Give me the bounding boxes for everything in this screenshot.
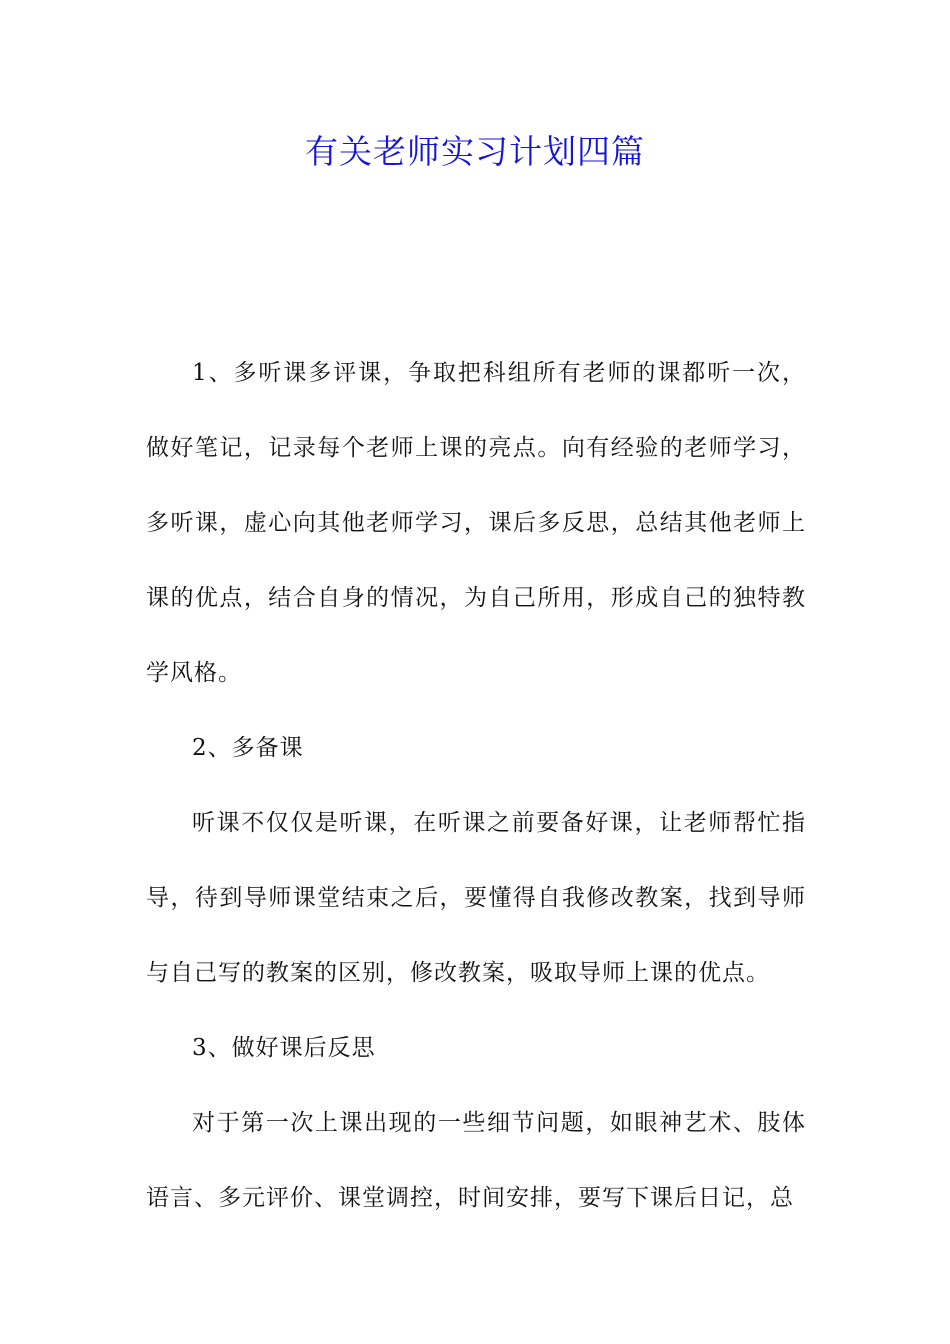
paragraph-reflection: 对于第一次上课出现的一些细节问题，如眼神艺术、肢体语言、多元评价、课堂调控，时间安排，要写下课后日记，总 <box>146 1110 806 1211</box>
paragraph-listen-and-evaluate: 1、多听课多评课，争取把科组所有老师的课都听一次，做好笔记，记录每个老师上课的亮点。向有经验的老师学习，多听课，虚心向其他老师学习，课后多反思，总结其他老师上课的优点，结合自身的情况，为自己所用，形成自己的独特教学风格。 <box>146 360 806 686</box>
heading-prepare-lessons: 2、多备课 <box>192 735 304 761</box>
document-body <box>146 336 806 1236</box>
heading-reflection: 3、做好课后反思 <box>192 1035 376 1061</box>
paragraph-prepare-lessons: 听课不仅仅是听课，在听课之前要备好课，让老师帮忙指导，待到导师课堂结束之后，要懂得自我修改教案，找到导师与自己写的教案的区别，修改教案，吸取导师上课的优点。 <box>146 810 806 986</box>
document-title: 有关老师实习计划四篇 <box>305 132 645 171</box>
